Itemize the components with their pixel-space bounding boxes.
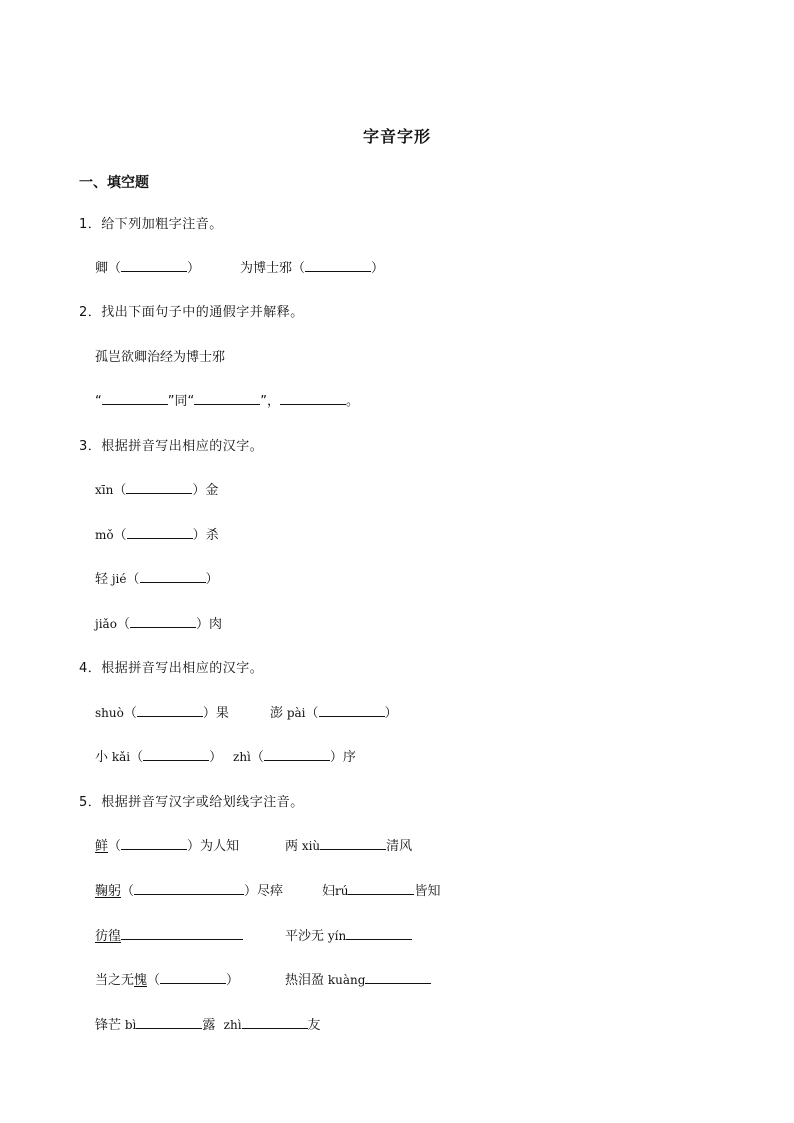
item-text: ）为人知 bbox=[187, 839, 240, 854]
item-text: （ bbox=[108, 839, 122, 854]
section-title: 一、填空题 bbox=[79, 175, 149, 191]
answer-blank[interactable] bbox=[346, 927, 412, 940]
item-text: 轻 bbox=[95, 572, 109, 587]
item-text: ） bbox=[209, 750, 223, 765]
question-2-answer-line bbox=[95, 390, 359, 409]
question-4-item-4 bbox=[233, 746, 356, 765]
item-text: “ bbox=[95, 394, 102, 409]
item-text: 露 bbox=[202, 1018, 216, 1033]
item-text: （ bbox=[121, 884, 135, 899]
item-text: （ bbox=[113, 483, 127, 498]
answer-blank[interactable] bbox=[143, 748, 209, 761]
question-5-row-3b bbox=[285, 925, 412, 944]
answer-blank[interactable] bbox=[121, 259, 187, 272]
question-5-row-4b bbox=[285, 969, 431, 988]
question-5-stem: 5．根据拼音写汉字或给划线字注音。 bbox=[79, 795, 304, 810]
answer-blank[interactable] bbox=[136, 1016, 202, 1029]
question-5-row-3a bbox=[95, 925, 243, 944]
item-text: ） bbox=[226, 973, 240, 988]
underlined-char: 鲜 bbox=[95, 839, 109, 854]
answer-blank[interactable] bbox=[160, 971, 226, 984]
question-2-sentence: 孤岂欲卿治经为博士邪 bbox=[95, 350, 226, 365]
item-text: （ bbox=[116, 617, 130, 632]
answer-blank[interactable] bbox=[264, 748, 330, 761]
pinyin: rú bbox=[335, 884, 349, 898]
item-text: 两 bbox=[285, 839, 299, 854]
item-text: ）果 bbox=[202, 706, 229, 721]
item-text: ）尽瘁 bbox=[244, 884, 284, 899]
item-text: 当之无 bbox=[95, 973, 135, 988]
page-title: 字音字形 bbox=[362, 127, 431, 146]
question-5-row-4a bbox=[95, 969, 239, 988]
question-2-stem: 2．找出下面句子中的通假字并解释。 bbox=[79, 305, 304, 320]
question-4-item-1 bbox=[95, 702, 229, 721]
item-text: ） bbox=[205, 572, 219, 587]
item-text: ）金 bbox=[192, 483, 219, 498]
item-text: ） bbox=[371, 261, 385, 276]
pinyin: pài bbox=[283, 706, 306, 720]
pinyin: bì bbox=[121, 1018, 137, 1032]
pinyin: mǒ bbox=[95, 528, 114, 542]
pinyin: zhì bbox=[223, 1018, 242, 1032]
item-text: 。 bbox=[345, 394, 359, 409]
question-3-item-4 bbox=[95, 613, 222, 632]
question-5-row-5 bbox=[95, 1014, 321, 1033]
answer-blank[interactable] bbox=[242, 1016, 308, 1029]
item-text: 澎 bbox=[270, 706, 284, 721]
item-text: （ bbox=[123, 706, 137, 721]
item-text: （ bbox=[250, 750, 264, 765]
pinyin: jiǎo bbox=[95, 617, 117, 631]
question-1-item-a bbox=[95, 257, 200, 276]
question-3-item-1 bbox=[95, 479, 218, 498]
item-text: 妇 bbox=[322, 884, 336, 899]
answer-blank[interactable] bbox=[140, 570, 206, 583]
answer-blank[interactable] bbox=[130, 615, 196, 628]
question-4-item-3 bbox=[95, 746, 222, 765]
answer-blank[interactable] bbox=[320, 837, 386, 850]
pinyin: kǎi bbox=[108, 750, 131, 764]
item-text: 友 bbox=[307, 1018, 321, 1033]
item-text: ）杀 bbox=[192, 528, 219, 543]
pinyin: kuàng bbox=[324, 973, 366, 987]
pinyin: yín bbox=[324, 929, 347, 943]
item-text: （ bbox=[130, 750, 144, 765]
answer-blank[interactable] bbox=[280, 392, 346, 405]
pinyin: zhì bbox=[233, 750, 251, 764]
item-text: ”同“ bbox=[167, 394, 195, 409]
item-text: 皆知 bbox=[414, 884, 441, 899]
answer-blank[interactable] bbox=[319, 704, 385, 717]
answer-blank[interactable] bbox=[126, 481, 192, 494]
item-text: ）肉 bbox=[195, 617, 222, 632]
item-text: 热泪盈 bbox=[285, 973, 325, 988]
question-5-row-1a bbox=[95, 835, 239, 854]
item-text: 清风 bbox=[386, 839, 413, 854]
item-text: （ bbox=[305, 706, 319, 721]
item-text: ） bbox=[384, 706, 398, 721]
item-text: ）序 bbox=[329, 750, 356, 765]
pinyin: shuò bbox=[95, 706, 124, 720]
answer-blank[interactable] bbox=[348, 882, 414, 895]
item-text: 为博士邪（ bbox=[240, 261, 306, 276]
pinyin: jié bbox=[108, 572, 127, 586]
item-text: 平沙无 bbox=[285, 929, 325, 944]
underlined-char: 愧 bbox=[134, 973, 148, 988]
item-text: 小 bbox=[95, 750, 109, 765]
question-3-stem: 3．根据拼音写出相应的汉字。 bbox=[79, 439, 264, 454]
question-5-row-1b bbox=[285, 835, 412, 854]
question-4-stem: 4．根据拼音写出相应的汉字。 bbox=[79, 661, 264, 676]
question-5-row-2b bbox=[322, 880, 441, 899]
item-text: 锋芒 bbox=[95, 1018, 122, 1033]
answer-blank[interactable] bbox=[305, 259, 371, 272]
underlined-char: 彷徨 bbox=[95, 929, 122, 944]
question-3-item-2 bbox=[95, 524, 219, 543]
answer-blank[interactable] bbox=[121, 837, 187, 850]
item-text: 卿（ bbox=[95, 261, 122, 276]
question-1-item-b bbox=[240, 257, 384, 276]
item-text: （ bbox=[126, 572, 140, 587]
answer-blank[interactable] bbox=[365, 971, 431, 984]
answer-blank[interactable] bbox=[134, 882, 244, 895]
item-text: ） bbox=[187, 261, 201, 276]
underlined-char: 鞠躬 bbox=[95, 884, 122, 899]
answer-blank[interactable] bbox=[137, 704, 203, 717]
answer-blank[interactable] bbox=[121, 927, 243, 940]
answer-blank[interactable] bbox=[127, 526, 193, 539]
item-text: （ bbox=[147, 973, 161, 988]
question-3-item-3 bbox=[95, 568, 219, 587]
item-text: （ bbox=[113, 528, 127, 543]
answer-blank[interactable] bbox=[194, 392, 260, 405]
answer-blank[interactable] bbox=[102, 392, 168, 405]
question-5-row-2a bbox=[95, 880, 283, 899]
pinyin: xiù bbox=[298, 839, 321, 853]
pinyin: xīn bbox=[95, 483, 114, 497]
item-text: ”， bbox=[260, 394, 280, 409]
question-1-stem: 1．给下列加粗字注音。 bbox=[79, 217, 223, 232]
question-4-item-2 bbox=[270, 702, 398, 721]
